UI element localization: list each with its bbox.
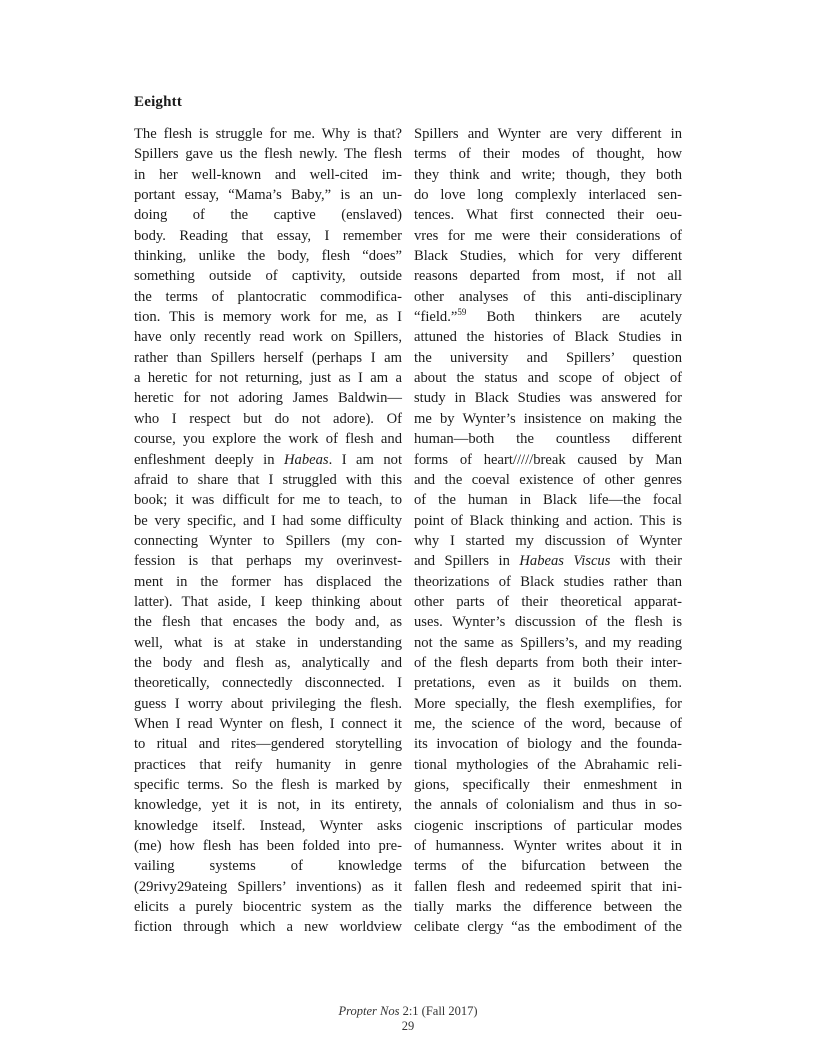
left-text-column — [134, 124, 402, 938]
right-column-line: forms of heart/////break caused by Man — [414, 451, 682, 468]
right-column-line: other analyses of this anti-disciplinary — [414, 288, 682, 305]
right-column-line: about the status and scope of object of — [414, 370, 682, 387]
right-column-line: tional mythologies of the Abrahamic reli- — [414, 756, 682, 773]
left-column-line: knowledge itself. Instead, Wynter asks — [134, 817, 402, 834]
right-column-line: tially marks the difference between the — [414, 899, 682, 916]
right-column-line: human—both the countless different — [414, 431, 682, 448]
left-column-line: When I read Wynter on flesh, I connect it — [134, 715, 402, 732]
left-column-line: in her well-known and well-cited im- — [134, 166, 402, 183]
right-column-line: celibate clergy “as the embodiment of the — [414, 919, 682, 936]
right-column-line: of the flesh departs from both their inter- — [414, 654, 682, 671]
journal-issue: 2:1 (Fall 2017) — [402, 1004, 478, 1018]
right-column-line: attuned the histories of Black Studies in — [414, 329, 682, 346]
right-column-line: they think and write; though, they both — [414, 166, 682, 183]
left-column-line: the body and flesh as, analytically and — [134, 654, 402, 671]
right-column-line: me by Wynter’s insistence on making the — [414, 410, 682, 427]
right-text-column — [414, 124, 682, 938]
right-column-line: of the human in Black life—the focal — [414, 492, 682, 509]
right-column-line: not the same as Spillers’s, and my reading — [414, 634, 682, 651]
right-column-line: study in Black Studies was answered for — [414, 390, 682, 407]
left-column-line: who I respect but do not adore). Of — [134, 410, 402, 427]
left-column-line: a heretic for not returning, just as I am a — [134, 370, 402, 387]
left-column-line: (29rivy29ateing Spillers’ inventions) as it — [134, 878, 402, 895]
left-column-line: be very specific, and I had some difficulty — [134, 512, 402, 529]
left-column-line: something outside of captivity, outside — [134, 268, 402, 285]
left-column-line: The flesh is struggle for me. Why is that? — [134, 126, 402, 142]
right-column-line: “field.”$^{59}$ Both thinkers are acutely — [414, 307, 682, 326]
right-column-line: Black Studies, which for very different — [414, 248, 682, 265]
left-column-line: fession is that perhaps my overinvest- — [134, 553, 402, 570]
left-column-line: heretic for not adoring James Baldwin— — [134, 390, 402, 407]
left-column-line: enfleshment deeply in Habeas. I am not — [134, 451, 402, 468]
right-column-line: Spillers and Wynter are very different in — [414, 126, 682, 142]
left-column-line: connecting Wynter to Spillers (my con- — [134, 532, 402, 549]
left-column-line: Spillers gave us the flesh newly. The flesh — [134, 146, 402, 163]
left-column-line: rather than Spillers herself (perhaps I am — [134, 349, 402, 366]
right-column-line: theorizations of Black studies rather than — [414, 573, 682, 590]
left-column-line: course, you explore the work of flesh and — [134, 431, 402, 448]
left-column-line: fiction through which a new worldview — [134, 919, 402, 936]
left-column-line: theoretically, connectedly disconnected. I — [134, 675, 402, 692]
left-column-line: elicits a purely biocentric system as the — [134, 899, 402, 916]
right-column-line: the annals of colonialism and thus in so- — [414, 797, 682, 814]
right-column-line: uses. Wynter’s discussion of the flesh is — [414, 614, 682, 631]
left-column-line: practices that reify humanity in genre — [134, 756, 402, 773]
left-column-line: afraid to share that I struggled with this — [134, 471, 402, 488]
right-column-line: pretations, even as it builds on them. — [414, 675, 682, 692]
left-column-line: portant essay, “Mama’s Baby,” is an un- — [134, 187, 402, 204]
left-column-line: guess I worry about privileging the flesh. — [134, 695, 402, 712]
right-column-line: me, the science of the word, because of — [414, 715, 682, 732]
right-column-line: do love long complexly interlaced sen- — [414, 187, 682, 204]
left-column-line: doing of the captive (enslaved) — [134, 207, 402, 224]
right-column-line: ciogenic inscriptions of particular modes — [414, 817, 682, 834]
journal-citation — [0, 1004, 816, 1019]
section-heading: Eeightt — [134, 94, 183, 110]
right-column-line: gions, specifically their enmeshment in — [414, 777, 682, 793]
left-column-line: the terms of plantocratic commodifica- — [134, 288, 402, 305]
right-column-line: the university and Spillers’ question — [414, 349, 682, 366]
right-column-line: vres for me were their considerations of — [414, 227, 682, 244]
left-column-line: tion. This is memory work for me, as I — [134, 309, 402, 326]
left-column-line: well, what is at stake in understanding — [134, 634, 402, 651]
right-column-line: fallen flesh and redeemed spirit that ini- — [414, 878, 682, 895]
right-column-line: and Spillers in Habeas Viscus with their — [414, 553, 682, 570]
right-column-line: tences. What first connected their oeu- — [414, 207, 682, 224]
journal-title: Propter Nos — [338, 1004, 400, 1018]
right-column-line: terms of the bifurcation between the — [414, 858, 682, 875]
left-column-line: book; it was difficult for me to teach, to — [134, 492, 402, 509]
page-number: 29 — [401, 1019, 415, 1033]
right-column-line: of humanness. Wynter writes about it in — [414, 838, 682, 855]
left-column-line: (me) how flesh has been folded into pre- — [134, 838, 402, 855]
right-column-line: and the coeval existence of other genres — [414, 471, 682, 488]
left-column-line: specific terms. So the flesh is marked by — [134, 777, 402, 793]
right-column-line: its invocation of biology and the founda- — [414, 736, 682, 753]
left-column-line: knowledge, yet it is not, in its entirety, — [134, 797, 402, 814]
left-column-line: the flesh that encases the body and, as — [134, 614, 402, 631]
left-column-line: have only recently read work on Spillers, — [134, 329, 402, 346]
footnote-marker: 59 — [457, 307, 467, 318]
left-column-line: to ritual and rites—gendered storytelling — [134, 736, 402, 753]
right-column-line: point of Black thinking and action. This is — [414, 512, 682, 529]
right-column-line: More specially, the flesh exemplifies, for — [414, 695, 682, 712]
right-column-line: other parts of their theoretical apparat- — [414, 593, 682, 610]
right-column-line: why I started my discussion of Wynter — [414, 532, 682, 549]
left-column-line: thinking, unlike the body, flesh “does” — [134, 248, 402, 265]
left-column-line: latter). That aside, I keep thinking about — [134, 593, 402, 610]
left-column-line: vailing systems of knowledge — [134, 858, 402, 875]
right-column-line: reasons departed from most, if not all — [414, 268, 682, 285]
left-column-line: body. Reading that essay, I remember — [134, 227, 402, 244]
right-column-line: terms of their modes of thought, how — [414, 146, 682, 163]
line-continuation: Both thinkers are acutely — [486, 309, 682, 326]
left-column-line: ment in the former has displaced the — [134, 573, 402, 590]
